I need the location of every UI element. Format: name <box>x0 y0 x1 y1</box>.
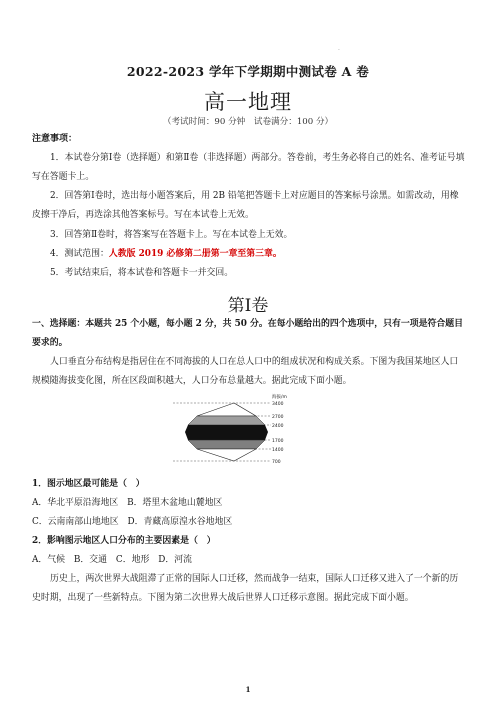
tick-label: 2700 <box>272 415 284 420</box>
question-2-options: A．气候 B．交通 C．地形 D．河流 <box>32 555 192 565</box>
page-number: 1 <box>245 685 251 694</box>
note-item-1: 1．本试卷分第Ⅰ卷（选择题）和第Ⅱ卷（非选择题）两部分。答卷前，考生务必将自己的姓名、准考证号填写在答题卡上。 <box>32 153 465 183</box>
note-item-4 <box>32 245 466 264</box>
band-middle <box>185 425 268 440</box>
population-altitude-figure <box>168 392 333 468</box>
decorative-dot: · <box>338 47 340 54</box>
band-upper <box>188 416 265 425</box>
question-1-options-row-1: A．华北平原沿海地区 B．塔里木盆地山麓地区 <box>32 498 223 508</box>
section-instruction: 一、选择题：本题共 25 个小题，每小题 2 分，共 50 分。在每小题给出的四个选项中，只有一项是符合题目要求的。 <box>32 319 464 349</box>
question-1-stem: 1．图示地区最可能是（ ） <box>32 479 145 489</box>
band-top <box>197 403 256 416</box>
axis-label: 海拔/m <box>272 395 287 400</box>
note-item-3: 3．回答第Ⅱ卷时，将答案写在答题卡上。写在本试卷上无效。 <box>50 230 293 240</box>
exam-meta: （考试时间：90 分钟 试卷满分：100 分） <box>162 117 334 127</box>
tick-label: 1700 <box>272 439 284 444</box>
tick-label: 700 <box>272 460 281 465</box>
test-scope: 人教版 2019 必修第二册第一章至第三章。 <box>108 249 282 259</box>
tick-label: 2400 <box>272 424 284 429</box>
tick-label: 3400 <box>272 402 284 407</box>
section-title: 第Ⅰ卷 <box>227 296 269 316</box>
subject-title: 高一地理 <box>204 90 292 114</box>
note-item-2: 2．回答第Ⅰ卷时，选出每小题答案后，用 2B 铅笔把答题卡上对应题目的答案标号涂黑。如需改动，用橡皮擦干净后，再选涂其他答案标号。写在本试卷上无效。 <box>32 191 459 221</box>
band-bottom <box>197 449 256 461</box>
passage-2: 历史上，两次世界大战阻滞了正常的国际人口迁移，然而战争一结束，国际人口迁移又进入了一个新的历史时期，出现了一些新特点。下图为第二次世界大战后世界人口迁移示意图。据此完成下面小题。 <box>32 574 459 604</box>
band-lower <box>188 440 265 449</box>
question-1-options-row-2: C．云南南部山地地区 D．青藏高原湟水谷地地区 <box>32 517 233 527</box>
note-item-4-prefix: 4．测试范围： <box>50 249 109 259</box>
question-2-stem: 2．影响图示地区人口分布的主要因素是（ ） <box>32 536 216 546</box>
note-item-5: 5．考试结束后，将本试卷和答题卡一并交回。 <box>50 268 234 278</box>
notes-heading: 注意事项： <box>32 134 78 144</box>
exam-title: 2022-2023 学年下学期期中测试卷 A 卷 <box>126 64 370 79</box>
intro-passage: 人口垂直分布结构是指居住在不同海拔的人口在总人口中的组成状况和构成关系。下图为我国某地区人口规模随海拔变化图，所在区段面积越大，人口分布总量越大。据此完成下面小题。 <box>32 357 459 387</box>
tick-label: 1400 <box>272 448 284 453</box>
